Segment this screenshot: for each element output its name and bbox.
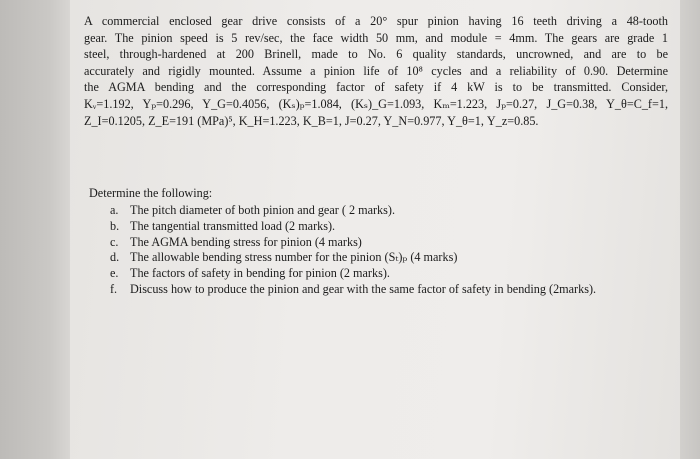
problem-line: steel, through-hardened at 200 Brinell, made to No. 6 quality standards, uncrowned, and are to be — [84, 47, 668, 62]
question-item — [110, 235, 596, 251]
problem-line: Kᵥ=1.192, Yₚ=0.296, Y_G=0.4056, (Kₛ)ₚ=1.084, (Kₛ)_G=1.093, Kₘ=1.223, Jₚ=0.27, J_G=0.38, Y_θ=C_f=1, — [84, 96, 668, 111]
question-text: The factors of safety in bending for pinion (2 marks). — [130, 266, 390, 281]
page-edge — [680, 0, 700, 459]
question-item — [110, 282, 596, 298]
question-label: a. — [110, 203, 119, 217]
problem-line: Z_I=0.1205, Z_E=191 (MPa)⁵, K_H=1.223, K_B=1, J=0.27, Y_N=0.977, Y_θ=1, Y_z=0.85. — [84, 113, 539, 128]
question-item — [110, 219, 596, 235]
question-label: c. — [110, 234, 119, 249]
question-label: e. — [110, 266, 119, 281]
question-item — [110, 250, 596, 266]
question-label: d. — [110, 250, 120, 265]
problem-line: gear. The pinion speed is 5 rev/sec, the face width 50 mm, and module = 4mm. The gears are grade 1 — [84, 30, 668, 45]
problem-line: A commercial enclosed gear drive consists of a 20° spur pinion having 16 teeth driving a 48-tooth — [84, 14, 668, 28]
problem-statement — [84, 13, 668, 129]
page-shadow — [0, 0, 70, 459]
question-text: The allowable bending stress number for the pinion (Sₜ)ₚ (4 marks) — [130, 250, 458, 265]
instruction-heading: Determine the following: — [89, 186, 213, 200]
question-list — [110, 203, 596, 298]
problem-line: accurately and rigidly mounted. Assume a pinion life of 10⁸ cycles and a reliability of 0.90. Determine — [84, 63, 668, 78]
question-item — [110, 203, 596, 219]
question-label: f. — [110, 281, 118, 296]
question-label: b. — [110, 218, 120, 233]
question-text: The pitch diameter of both pinion and gear ( 2 marks). — [130, 203, 395, 217]
problem-line: the AGMA bending and the corresponding factor of safety if 4 kW is to be transmitted. Consider, — [84, 80, 668, 95]
question-text: The tangential transmitted load (2 marks). — [130, 218, 336, 233]
question-text: The AGMA bending stress for pinion (4 marks) — [130, 234, 362, 249]
question-text: Discuss how to produce the pinion and gear with the same factor of safety in bending (2marks). — [130, 281, 597, 296]
question-item — [110, 266, 596, 282]
